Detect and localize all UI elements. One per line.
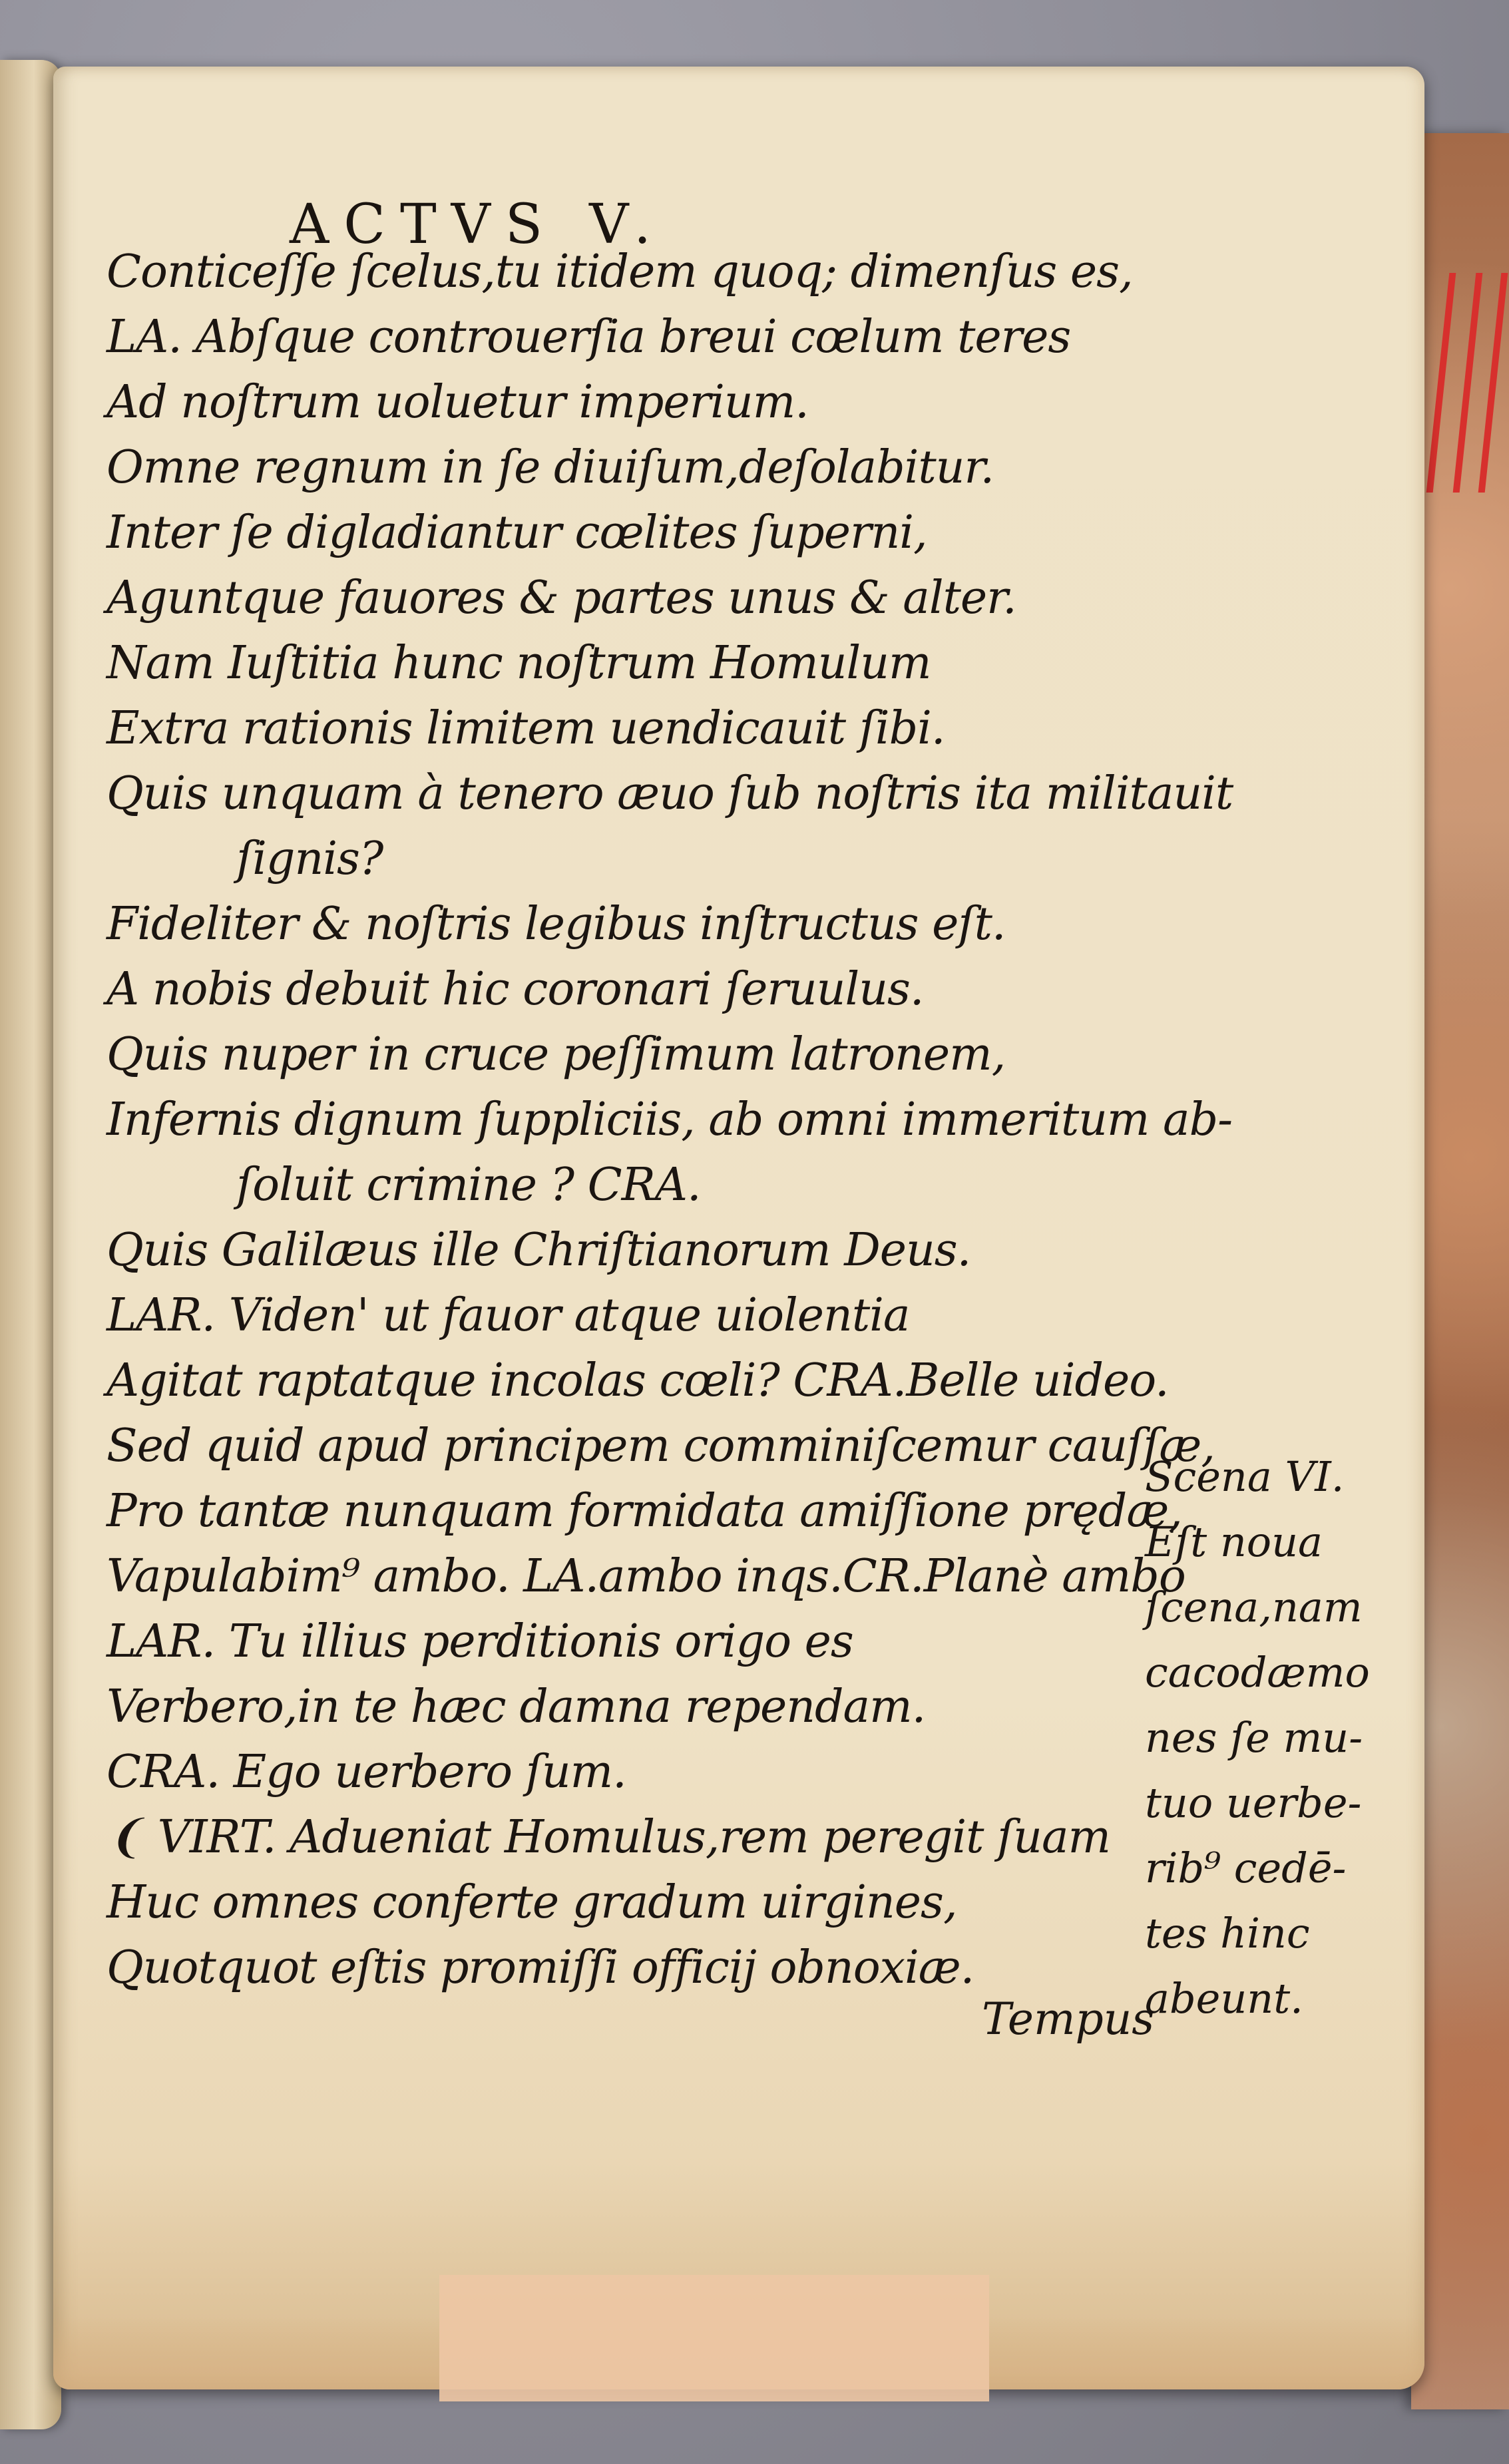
text-line: Nam Iuſtitia hunc noſtrum Homulum bbox=[107, 637, 931, 690]
marginal-note-line: Eſt noua bbox=[1145, 1518, 1323, 1566]
text-line: LAR. Viden' ut fauor atque uiolentia bbox=[107, 1289, 910, 1342]
red-ribbon-marker bbox=[1426, 273, 1456, 493]
text-line: Sed quid apud principem comminiſcemur cauſſæ, bbox=[107, 1420, 1215, 1472]
red-ribbon-marker bbox=[1453, 273, 1483, 493]
text-line: CRA. Ego uerbero ſum. bbox=[107, 1746, 626, 1798]
text-line: LAR. Tu illius perditionis origo es bbox=[107, 1615, 853, 1668]
marginal-note-line: tuo uerbe- bbox=[1145, 1778, 1362, 1827]
text-line: Agitat raptatque incolas cœli? CRA.Belle uideo. bbox=[107, 1354, 1169, 1407]
text-line: Quis nuper in cruce peſſimum latronem, bbox=[107, 1028, 1006, 1081]
text-line: Conticeſſe ſcelus,tu itidem quoq; dimenſus es, bbox=[107, 246, 1133, 298]
marginal-note-line: ſcena,nam bbox=[1145, 1583, 1363, 1631]
marginal-note bbox=[1145, 1444, 1398, 2031]
marginal-note-line: cacodæmo bbox=[1145, 1648, 1370, 1697]
text-line: Extra rationis limitem uendicauit ſibi. bbox=[107, 702, 945, 755]
marbled-cover-edge bbox=[1411, 133, 1509, 2409]
text-line: Verbero,in te hæc damna rependam. bbox=[107, 1681, 926, 1733]
marginal-note-line: abeunt. bbox=[1145, 1974, 1303, 2023]
text-line: Quotquot eſtis promiſſi officij obnoxiæ. bbox=[107, 1942, 974, 1994]
left-facing-page-edge bbox=[0, 60, 61, 2429]
text-line: ſoluit crimine ? CRA. bbox=[236, 1159, 701, 1211]
text-line: Ad noſtrum uoluetur imperium. bbox=[107, 376, 809, 429]
text-line: Huc omnes conferte gradum uirgines, bbox=[107, 1876, 957, 1929]
paper-repair-patch bbox=[439, 2275, 989, 2401]
text-line: Quis unquam à tenero æuo ſub noſtris ita militauit bbox=[107, 767, 1233, 820]
text-line: LA. Abſque controuerſia breui cœlum teres bbox=[107, 311, 1071, 363]
catchword: Tempus bbox=[982, 1993, 1155, 2045]
text-line: ſignis? bbox=[236, 833, 383, 885]
text-line: Infernis dignum ſuppliciis, ab omni immeritum ab- bbox=[107, 1094, 1233, 1146]
text-line: Omne regnum in ſe diuiſum,deſolabitur. bbox=[107, 441, 994, 494]
marginal-note-line: nes ſe mu- bbox=[1145, 1713, 1363, 1762]
text-line: Fideliter & noſtris legibus inſtructus eſt. bbox=[107, 898, 1006, 950]
marginal-note-line: tes hinc bbox=[1145, 1909, 1310, 1957]
marginal-note-line: Scena VI. bbox=[1145, 1452, 1345, 1501]
text-line: Pro tantæ nunquam formidata amiſſione prędæ, bbox=[107, 1485, 1182, 1538]
text-line: A nobis debuit hic coronari ſeruulus. bbox=[107, 963, 924, 1016]
text-line: Inter ſe digladiantur cœlites ſuperni, bbox=[107, 507, 927, 559]
text-line: Aguntque fauores & partes unus & alter. bbox=[107, 572, 1016, 624]
text-line: ❨ VIRT. Adueniat Homulus,rem peregit ſuam bbox=[107, 1811, 1110, 1864]
red-ribbon-marker bbox=[1478, 273, 1508, 493]
marginal-note-line: rib⁹ cedē- bbox=[1145, 1844, 1347, 1892]
text-line: Quis Galilæus ille Chriſtianorum Deus. bbox=[107, 1224, 971, 1277]
text-line: Vapulabim⁹ ambo. LA.ambo inqs.CR.Planè ambo bbox=[107, 1550, 1186, 1603]
running-head: ACTVS V. bbox=[290, 193, 666, 256]
